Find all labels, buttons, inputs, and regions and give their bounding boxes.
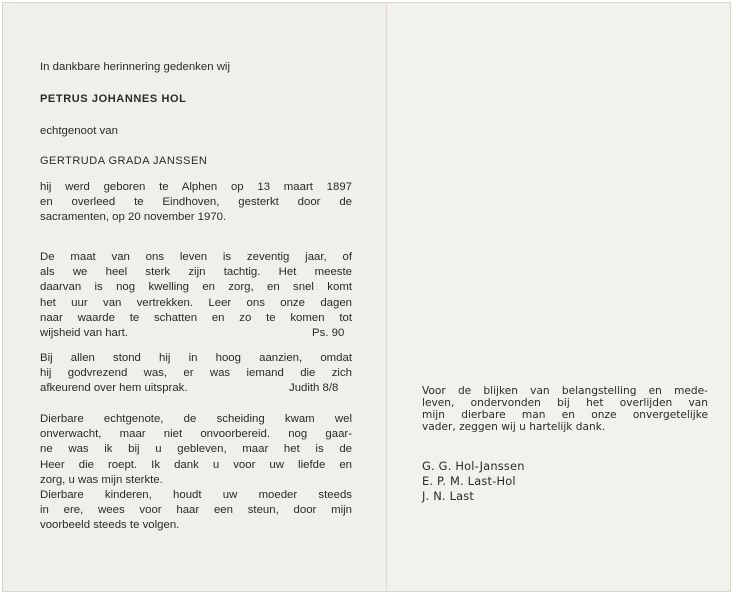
thanks-line: leven, ondervonden bij het overlijden van xyxy=(422,397,708,409)
judith-reference: Judith 8/8 xyxy=(289,382,339,394)
judith-line: Bij allen stond hij in hoog aanzien, omdat xyxy=(40,352,352,364)
wife-line: zorg, u was mijn sterkte. xyxy=(40,473,163,486)
thanks-line: Voor de blijken van belangstelling en mede- xyxy=(422,385,708,397)
wife-paragraph xyxy=(40,412,352,488)
children-line: voorbeeld steeds te volgen. xyxy=(40,519,180,532)
wife-line: ne was ik bij u gebleven, maar het is de xyxy=(40,443,352,456)
bio-line: en overleed te Eindhoven, gesterkt door de xyxy=(40,196,352,209)
spouse-label: echtgenoot van xyxy=(40,125,118,137)
card-fold-line xyxy=(386,2,387,592)
wife-line: Heer die roept. Ik dank u voor uw liefde en xyxy=(40,458,352,471)
deceased-name: PETRUS JOHANNES HOL xyxy=(40,93,187,105)
psalm-line: daarvan is nog kwelling en zorg, en snel komt xyxy=(40,281,352,294)
bio-line: sacramenten, op 20 november 1970. xyxy=(40,211,227,224)
thanks-line: mijn dierbare man en onze onvergetelijke xyxy=(422,409,708,421)
children-line: in ere, wees voor haar een steun, door mijn xyxy=(40,504,352,517)
signature-line: J. N. Last xyxy=(422,489,475,504)
signature-line: G. G. Hol-Janssen xyxy=(422,459,525,473)
intro-line: In dankbare herinnering gedenken wij xyxy=(40,61,230,73)
signature-line: E. P. M. Last-Hol xyxy=(422,474,516,489)
wife-line: onverwacht, maar niet onvoorbereid. nog gaar- xyxy=(40,428,352,441)
psalm-reference: Ps. 90 xyxy=(312,327,345,339)
judith-line: afkeurend over hem uitsprak. xyxy=(40,382,188,395)
signature-list xyxy=(422,459,525,505)
thanks-line: vader, zeggen wij u hartelijk dank. xyxy=(422,421,606,433)
children-paragraph xyxy=(40,488,352,534)
psalm-line: wijsheid van hart. xyxy=(40,327,129,340)
spouse-name: GERTRUDA GRADA JANSSEN xyxy=(40,155,208,167)
psalm-line: het uur van vertrekken. Leer ons onze dagen xyxy=(40,296,352,309)
bio-paragraph xyxy=(40,180,352,226)
children-line: Dierbare kinderen, houdt uw moeder steeds xyxy=(40,489,352,501)
psalm-paragraph xyxy=(40,250,352,341)
psalm-line: De maat van ons leven is zeventig jaar, of xyxy=(40,251,352,263)
wife-line: Dierbare echtgenote, de scheiding kwam wel xyxy=(40,413,352,425)
judith-line: hij godvrezend was, er was iemand die zich xyxy=(40,367,352,380)
psalm-line: als we heel sterk zijn tachtig. Het meeste xyxy=(40,266,352,279)
bio-line: hij werd geboren te Alphen op 13 maart 1897 xyxy=(40,181,352,193)
thanks-paragraph xyxy=(422,385,708,433)
psalm-line: naar waarde te schatten en zo te komen tot xyxy=(40,311,352,324)
